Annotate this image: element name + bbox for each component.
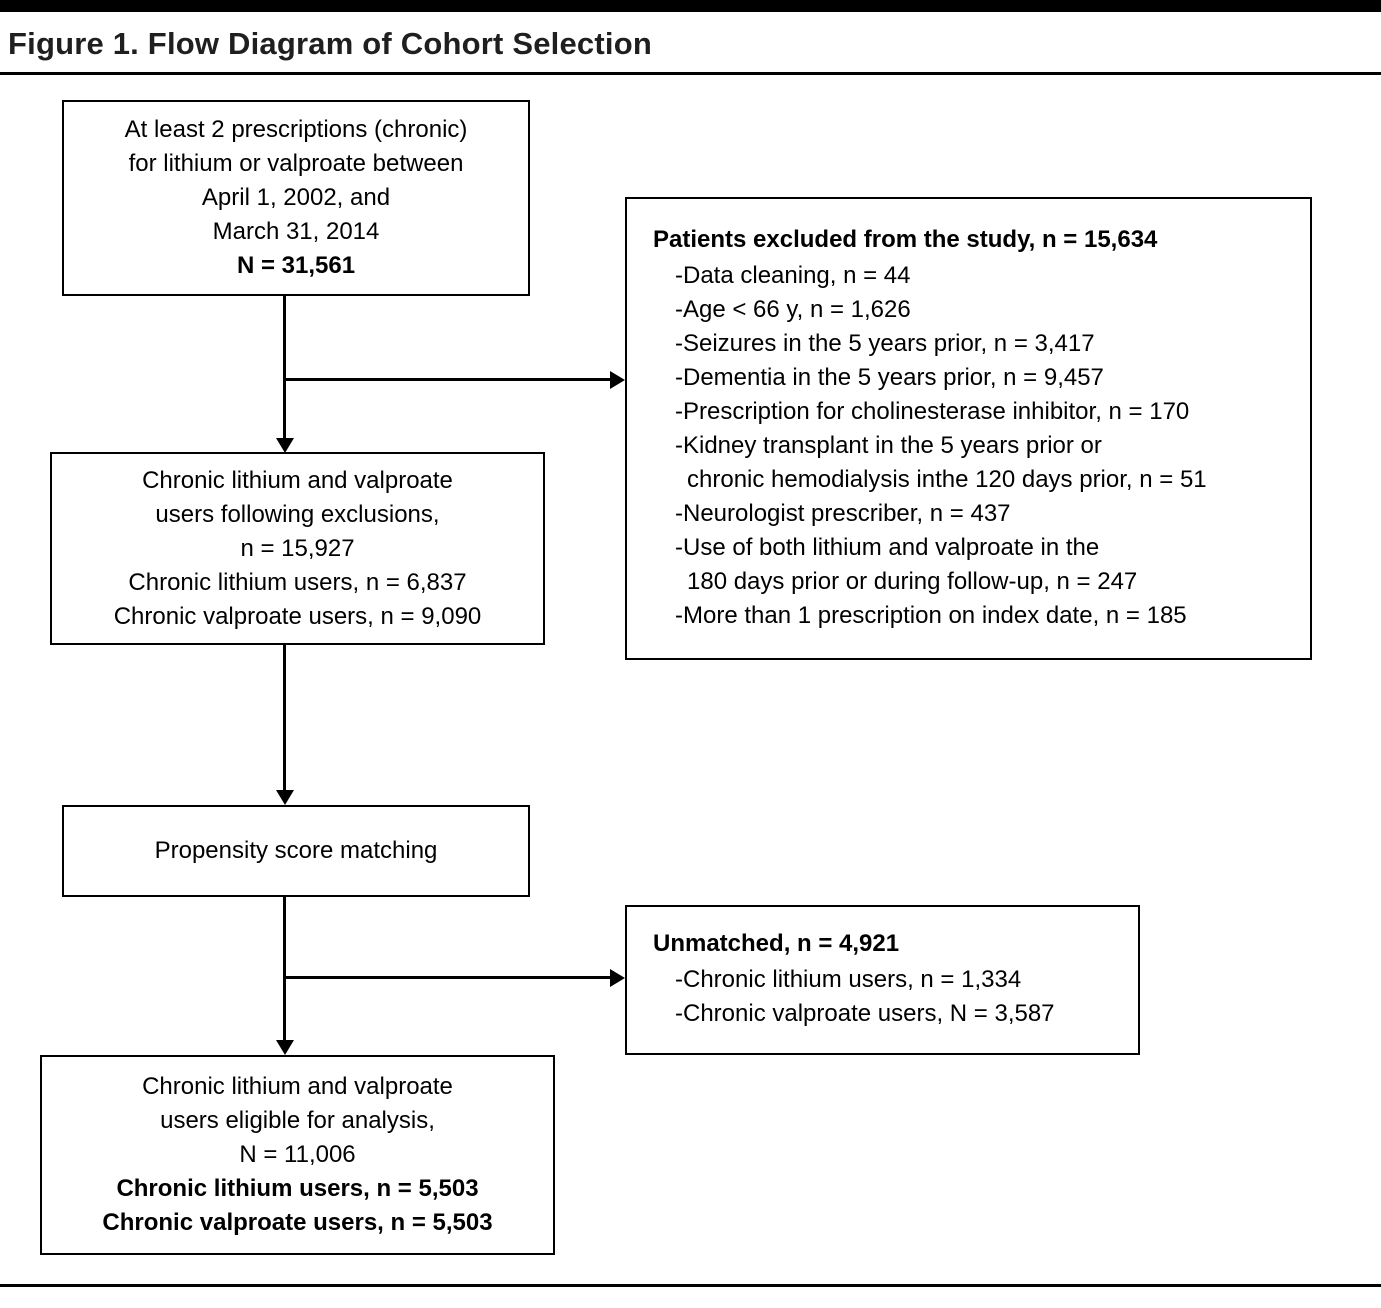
unmatched-box (625, 905, 1140, 1055)
box-text-line: for lithium or valproate between (128, 150, 464, 177)
box-text-line: n = 15,927 (240, 534, 355, 562)
connector-line (283, 645, 286, 792)
connector-line (284, 378, 610, 381)
bottom-rule (0, 1284, 1381, 1287)
arrowhead-down-icon (276, 438, 294, 453)
exclusion-item: -More than 1 prescription on index date, n = 185 (675, 602, 1187, 629)
initial-cohort-box (62, 100, 530, 296)
box-text-line: users following exclusions, (155, 500, 440, 528)
propensity-matching-box (62, 805, 530, 897)
box-text-line: Propensity score matching (154, 837, 438, 864)
box-text-line: Chronic lithium users, n = 6,837 (128, 568, 467, 596)
connector-line (283, 897, 286, 1042)
arrowhead-right-icon (610, 969, 625, 987)
box-text-line: users eligible for analysis, (160, 1107, 435, 1134)
final-valproate-count: Chronic valproate users, n = 5,503 (102, 1209, 493, 1236)
exclusions-box (625, 197, 1312, 660)
exclusion-item: -Data cleaning, n = 44 (675, 262, 911, 289)
exclusion-item: -Use of both lithium and valproate in the (675, 534, 1100, 561)
exclusion-item: -Neurologist prescriber, n = 437 (675, 500, 1011, 527)
post-exclusion-cohort-box (50, 452, 545, 645)
unmatched-header: Unmatched, n = 4,921 (653, 930, 900, 957)
arrowhead-down-icon (276, 790, 294, 805)
box-text-line: Chronic lithium and valproate (142, 1073, 453, 1100)
title-underline (0, 72, 1381, 75)
exclusion-item: -Prescription for cholinesterase inhibitor, n = 170 (675, 398, 1190, 425)
exclusion-item: -Seizures in the 5 years prior, n = 3,417 (675, 330, 1095, 357)
final-cohort-box (40, 1055, 555, 1255)
arrowhead-down-icon (276, 1040, 294, 1055)
connector-line (284, 976, 610, 979)
exclusion-item-continuation: 180 days prior or during follow-up, n = 247 (687, 568, 1138, 595)
unmatched-item: -Chronic valproate users, N = 3,587 (675, 1000, 1055, 1027)
box-text-line: N = 11,006 (239, 1141, 356, 1168)
box-text-line: April 1, 2002, and (201, 184, 391, 211)
final-lithium-count: Chronic lithium users, n = 5,503 (116, 1175, 479, 1202)
connector-line (283, 296, 286, 440)
box-text-line: March 31, 2014 (212, 218, 380, 245)
box-text-line: Chronic valproate users, n = 9,090 (113, 602, 482, 630)
exclusion-item: -Age < 66 y, n = 1,626 (675, 296, 911, 323)
exclusion-item-continuation: chronic hemodialysis inthe 120 days prior, n = 51 (687, 466, 1207, 493)
figure-title: Figure 1. Flow Diagram of Cohort Selection (8, 26, 652, 61)
exclusions-header: Patients excluded from the study, n = 15,634 (653, 226, 1158, 253)
arrowhead-right-icon (610, 371, 625, 389)
box-text-line: At least 2 prescriptions (chronic) (124, 116, 468, 143)
unmatched-item: -Chronic lithium users, n = 1,334 (675, 966, 1022, 993)
cohort-total: N = 31,561 (236, 252, 356, 279)
top-rule (0, 0, 1381, 12)
box-text-line: Chronic lithium and valproate (142, 466, 453, 494)
exclusion-item: -Dementia in the 5 years prior, n = 9,457 (675, 364, 1104, 391)
exclusion-item: -Kidney transplant in the 5 years prior or (675, 432, 1102, 459)
